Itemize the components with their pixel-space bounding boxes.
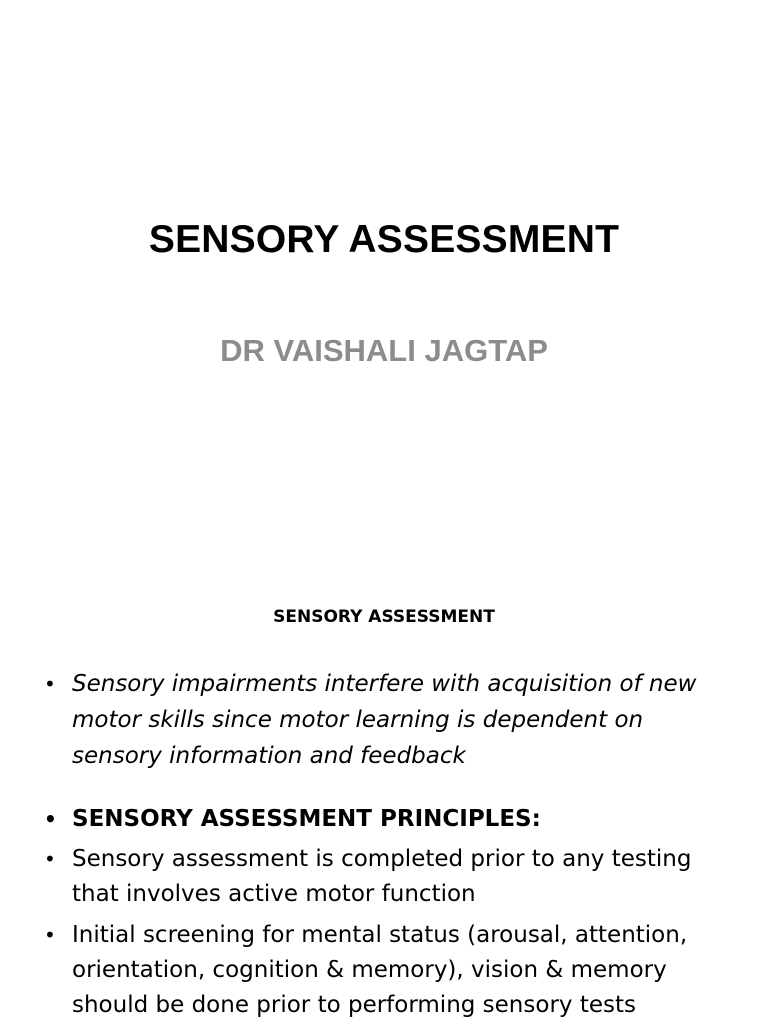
bullet-item <box>42 666 732 774</box>
bullet-text: Initial screening for mental status (arousal, attention, orientation, cognition & memory), vision & memory should be done prior to performing sensory tests <box>72 922 688 1018</box>
bullet-item <box>42 802 732 836</box>
bullet-text: SENSORY ASSESSMENT PRINCIPLES: <box>72 806 541 832</box>
bullet-icon: • <box>44 672 56 696</box>
bullet-icon: • <box>44 847 56 871</box>
bullet-icon: • <box>44 923 56 947</box>
bullet-list <box>42 666 732 1024</box>
slide-heading: SENSORY ASSESSMENT <box>273 607 495 627</box>
slide-subtitle: DR VAISHALI JAGTAP <box>220 333 548 368</box>
bullet-item <box>42 918 732 1023</box>
bullet-icon: • <box>44 807 57 831</box>
bullet-text: Sensory impairments interfere with acquisition of new motor skills since motor learning is dependent on sensory information and feedback <box>72 671 697 769</box>
bullet-item <box>42 842 732 912</box>
slide-title: SENSORY ASSESSMENT <box>148 218 620 261</box>
content-slide <box>0 576 768 1024</box>
bullet-text: Sensory assessment is completed prior to any testing that involves active motor function <box>72 846 692 907</box>
